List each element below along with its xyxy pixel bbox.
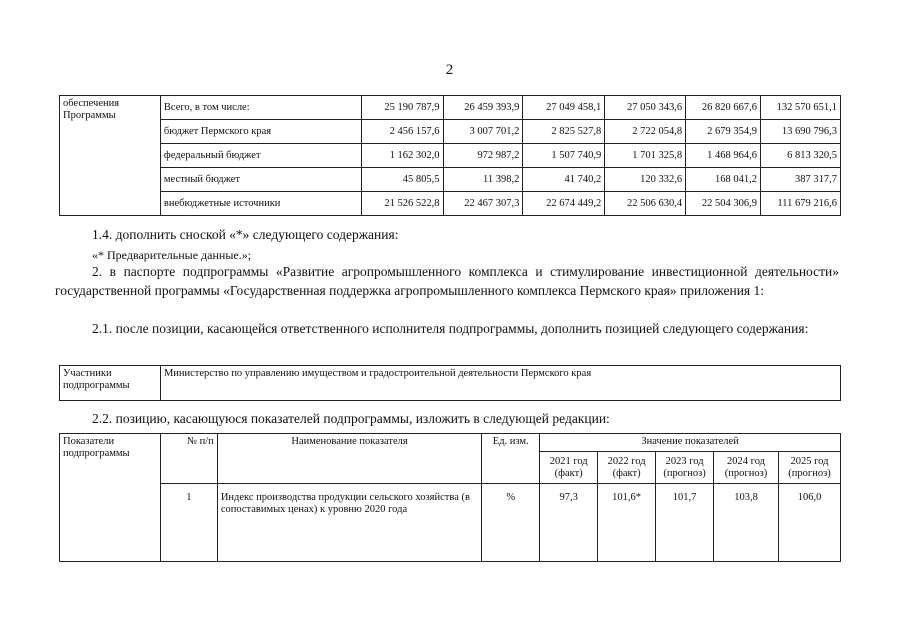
budget-cell: 41 740,2: [523, 168, 605, 192]
indicators-col-unit: Ед. изм.: [482, 434, 540, 484]
budget-table: [59, 95, 841, 216]
budget-section-label: обеспечения Программы: [60, 96, 161, 216]
indicator-value: 103,8: [714, 484, 779, 562]
budget-row-label: бюджет Пермского края: [160, 120, 361, 144]
budget-cell: 26 820 667,6: [686, 96, 761, 120]
year-header: 2021 год (факт): [540, 452, 598, 484]
indicator-name: Индекс производства продукции сельского хозяйства (в сопоставимых ценах) к уровню 2020 года: [217, 484, 481, 562]
budget-cell: 22 467 307,3: [443, 192, 523, 216]
paragraph-footnote: «* Предварительные данные.»;: [92, 248, 252, 262]
indicator-unit: %: [482, 484, 540, 562]
budget-cell: 22 506 630,4: [605, 192, 686, 216]
budget-row-extrabudgetary: [60, 192, 841, 216]
indicator-value: 97,3: [540, 484, 598, 562]
budget-row-total: [60, 96, 841, 120]
budget-cell: 2 825 527,8: [523, 120, 605, 144]
budget-cell: 1 468 964,6: [686, 144, 761, 168]
budget-row-label: местный бюджет: [160, 168, 361, 192]
indicators-table: [59, 433, 841, 562]
budget-cell: 387 317,7: [761, 168, 841, 192]
budget-cell: 3 007 701,2: [443, 120, 523, 144]
budget-cell: 132 570 651,1: [761, 96, 841, 120]
budget-cell: 27 050 343,6: [605, 96, 686, 120]
indicator-num: 1: [160, 484, 217, 562]
budget-cell: 1 507 740,9: [523, 144, 605, 168]
budget-cell: 168 041,2: [686, 168, 761, 192]
budget-cell: 2 722 054,8: [605, 120, 686, 144]
budget-row-label: внебюджетные источники: [160, 192, 361, 216]
year-header: 2023 год (прогноз): [656, 452, 714, 484]
budget-cell: 21 526 522,8: [361, 192, 443, 216]
paragraph-2-1: 2.1. после позиции, касающейся ответственного исполнителя подпрограммы, дополнить позицией следующего содержания:: [92, 321, 809, 336]
indicator-value: 101,7: [656, 484, 714, 562]
budget-cell: 1 701 325,8: [605, 144, 686, 168]
budget-cell: 22 504 306,9: [686, 192, 761, 216]
budget-cell: 2 456 157,6: [361, 120, 443, 144]
participants-table: [59, 365, 841, 401]
page-number: 2: [445, 62, 454, 78]
participants-label: Участники подпрограммы: [60, 366, 161, 401]
budget-cell: 26 459 393,9: [443, 96, 523, 120]
budget-cell: 2 679 354,9: [686, 120, 761, 144]
budget-row-local: [60, 168, 841, 192]
paragraph-2: 2. в паспорте подпрограммы «Развитие агропромышленного комплекса и стимулирование инвестиционной деятельности» государственной программы «Государственная поддержка агропромышленного комплекса Пермского края» приложения 1:: [55, 264, 839, 298]
budget-cell: 27 049 458,1: [523, 96, 605, 120]
indicators-col-values: Значение показателей: [540, 434, 841, 452]
year-header: 2024 год (прогноз): [714, 452, 779, 484]
year-header: 2022 год (факт): [598, 452, 656, 484]
budget-cell: 6 813 320,5: [761, 144, 841, 168]
indicators-section-label: Показатели подпрограммы: [60, 434, 161, 562]
indicator-value: 101,6*: [598, 484, 656, 562]
budget-row-federal: [60, 144, 841, 168]
budget-row-label: Всего, в том числе:: [160, 96, 361, 120]
table-row: [60, 484, 841, 562]
paragraph-2-2: 2.2. позицию, касающуюся показателей подпрограммы, изложить в следующей редакции:: [92, 411, 610, 426]
budget-cell: 11 398,2: [443, 168, 523, 192]
budget-row-label: федеральный бюджет: [160, 144, 361, 168]
budget-cell: 45 805,5: [361, 168, 443, 192]
budget-cell: 120 332,6: [605, 168, 686, 192]
budget-cell: 1 162 302,0: [361, 144, 443, 168]
indicators-col-num: № п/п: [160, 434, 217, 484]
participants-value: Министерство по управлению имуществом и градостроительной деятельности Пермского края: [160, 366, 840, 401]
budget-cell: 972 987,2: [443, 144, 523, 168]
budget-row-regional: [60, 120, 841, 144]
indicator-value: 106,0: [779, 484, 841, 562]
budget-cell: 25 190 787,9: [361, 96, 443, 120]
budget-cell: 111 679 216,6: [761, 192, 841, 216]
budget-cell: 13 690 796,3: [761, 120, 841, 144]
year-header: 2025 год (прогноз): [779, 452, 841, 484]
budget-cell: 22 674 449,2: [523, 192, 605, 216]
indicators-col-name: Наименование показателя: [217, 434, 481, 484]
paragraph-1-4: 1.4. дополнить сноской «*» следующего содержания:: [92, 227, 399, 242]
